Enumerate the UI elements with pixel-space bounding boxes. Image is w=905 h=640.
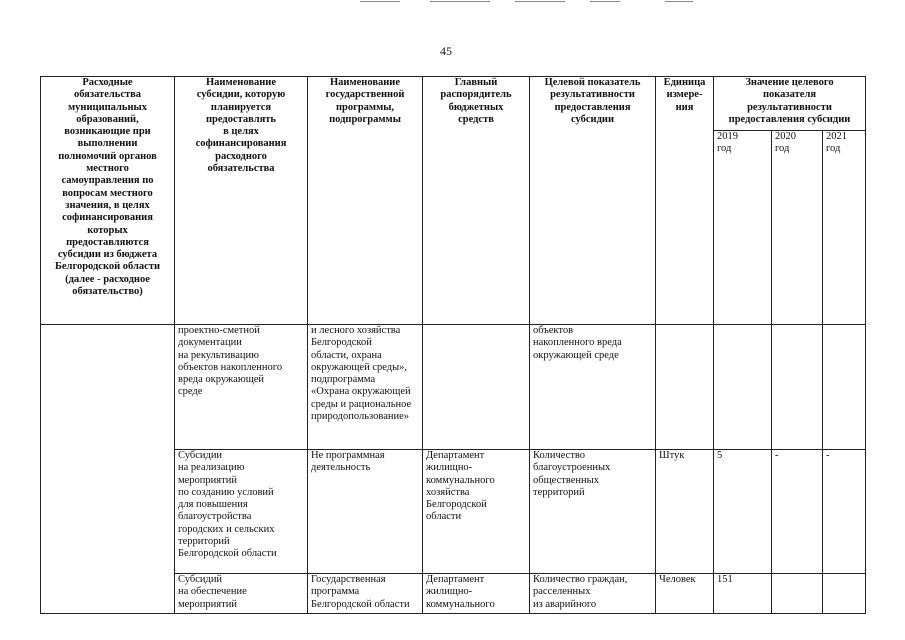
table-row [41,325,866,450]
cell-program-name: Не программная деятельность [308,450,423,574]
cell-program-name: и лесного хозяйства Белгородской области, охрана окружающей среды», подпрограмма «Охрана окружающей среды и рациональное природопользование» [308,325,423,450]
cell-program-name: Государственная программа Белгородской области [308,574,423,614]
cell-target-indicator: объектов накопленного вреда окружающей среде [530,325,656,450]
header-expense-obligations: Расходные обязательства муниципальных образований, возникающие при выполнении полномочий органов местного самоуправления по вопросам местного значения, в целях софинансирования которых предоставляются субсидии из бюджета Белгородской области (далее - расходное обязательство) [41,77,175,325]
cell-subsidy-name: Субсидии на реализацию мероприятий по созданию условий для повышения благоустройства городских и сельских территорий Белгородской области [175,450,308,574]
header-program-name: Наименование государственной программы, подпрограммы [308,77,423,325]
header-year-2019: 2019 год [714,131,772,325]
subsidy-table [40,76,866,614]
header-row [41,77,866,131]
header-budget-administrator: Главный распорядитель бюджетных средств [423,77,530,325]
cell-expense-obligation [41,325,175,614]
scan-artifact [430,1,490,2]
cell-subsidy-name: проектно-сметной документации на рекультивацию объектов накопленного вреда окружающей среде [175,325,308,450]
cell-unit: Человек [656,574,714,614]
cell-subsidy-name: Субсидий на обеспечение мероприятий [175,574,308,614]
cell-value-2021 [823,325,866,450]
cell-budget-administrator: Департамент жилищно- коммунального хозяйства Белгородской области [423,450,530,574]
cell-value-2021 [823,574,866,614]
header-year-2021: 2021 год [823,131,866,325]
header-unit: Единица измере- ния [656,77,714,325]
cell-value-2020 [772,325,823,450]
cell-value-2020: - [772,450,823,574]
cell-budget-administrator: Департамент жилищно- коммунального [423,574,530,614]
cell-value-2019 [714,325,772,450]
header-target-value: Значение целевого показателя результативности предоставления субсидии [714,77,866,131]
cell-target-indicator: Количество благоустроенных общественных территорий [530,450,656,574]
cell-unit: Штук [656,450,714,574]
header-target-indicator: Целевой показатель результативности предоставления субсидии [530,77,656,325]
scan-artifact [515,1,565,2]
cell-value-2019: 151 [714,574,772,614]
cell-value-2020 [772,574,823,614]
scan-artifact [360,1,400,2]
cell-value-2019: 5 [714,450,772,574]
scan-artifact [590,1,620,2]
page-number: 45 [440,44,452,58]
header-year-2020: 2020 год [772,131,823,325]
scan-artifact [665,1,693,2]
cell-budget-administrator [423,325,530,450]
cell-value-2021: - [823,450,866,574]
header-subsidy-name: Наименование субсидии, которую планируется предоставлять в целях софинансирования расходного обязательства [175,77,308,325]
cell-target-indicator: Количество граждан, расселенных из аварийного [530,574,656,614]
cell-unit [656,325,714,450]
